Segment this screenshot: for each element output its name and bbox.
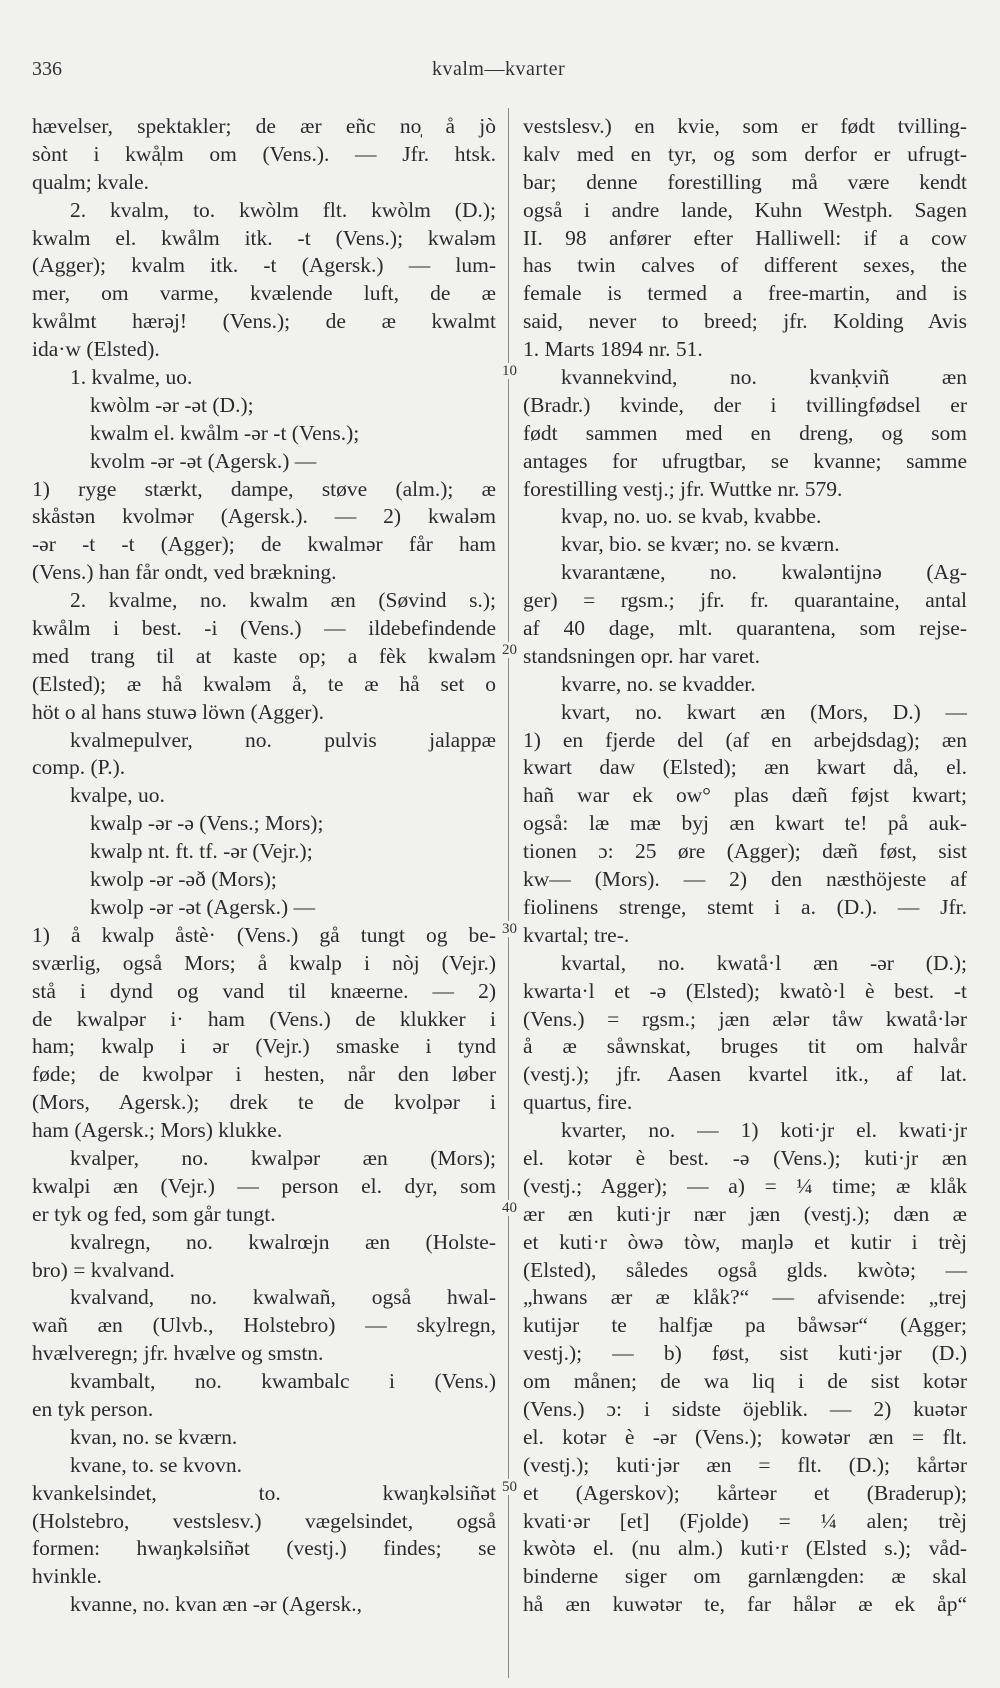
text-line: kvart, no. kwart æn (Mors, D.) — <box>561 699 967 724</box>
text-line: (vestj.); kuti·jər æn = flt. (D.); kårtər <box>523 1452 967 1477</box>
text-line: en tyk person. <box>32 1396 154 1421</box>
text-line: tionen ɔ: 25 øre (Agger); dæñ føst, sist <box>523 839 967 864</box>
text-line: kvambalt, no. kwambalc i (Vens.) <box>70 1369 496 1394</box>
text-line: kvanne, no. kvan æn -ər (Agersk., <box>70 1592 362 1617</box>
text-line: forestilling vestj.; jfr. Wuttke nr. 579. <box>523 476 843 501</box>
text-line: kwalp -ər -ə (Vens.; Mors); <box>90 811 324 836</box>
text-line: med trang til at kaste op; a fèk kwaləm <box>32 643 496 668</box>
text-line: wañ æn (Ulvb., Holstebro) — skylregn, <box>32 1313 496 1338</box>
line-number-20: 20 <box>502 642 517 658</box>
text-line: af 40 dage, mlt. quarantena, som rejse- <box>523 616 967 641</box>
text-line: female is termed a free-martin, and is <box>523 281 967 306</box>
text-line: kutijər te halfjæ pa båwsər“ (Agger; <box>523 1313 967 1338</box>
text-line: binderne siger om garnlængden: æ skal <box>523 1564 967 1589</box>
line-number-30: 30 <box>502 921 517 937</box>
text-line: også i andre lande, Kuhn Westph. Sagen <box>523 197 967 222</box>
text-line: (Holstebro, vestslesv.) vægelsindet, også <box>32 1508 496 1533</box>
text-line: kvalregn, no. kwalrœjn æn (Holste- <box>70 1229 496 1254</box>
text-line: ger) = rgsm.; jfr. fr. quarantaine, antal <box>523 588 967 613</box>
text-line: kvane, to. se kvovn. <box>70 1452 242 1477</box>
text-line: 2. kvalme, no. kwalm æn (Søvind s.); <box>70 588 496 613</box>
text-line: (Elsted), således også glds. kwòtə; — <box>523 1257 967 1282</box>
text-line: höt o al hans stuwə löwn (Agger). <box>32 699 324 724</box>
text-line: el. kotər è -ər (Vens.); kowətər æn = flt. <box>523 1424 967 1449</box>
text-line: kvarre, no. se kvadder. <box>561 671 756 696</box>
text-line: skåstən kvolmər (Agersk.). — 2) kwaləm <box>32 504 496 529</box>
text-line: kwalpi æn (Vejr.) — person el. dyr, som <box>32 1173 496 1198</box>
text-line: sònt i kwå̩lm om (Vens.). — Jfr. htsk. <box>32 141 496 166</box>
running-head: kvalm—kvarter <box>432 58 566 80</box>
text-line: 2. kvalm, to. kwòlm flt. kwòlm (D.); <box>70 197 496 222</box>
text-line: kwolp -ər -əð (Mors); <box>90 867 277 892</box>
text-line: hå æn kuwətər te, far hålər æ ek åp“ <box>523 1592 967 1617</box>
text-line: bar; denne forestilling må være kendt <box>523 169 967 194</box>
text-line: kvalvand, no. kwalwañ, også hwal- <box>70 1285 496 1310</box>
text-line: fiolinens strenge, stemt i a. (D.). — Jfr. <box>523 894 967 919</box>
text-line: hævelser, spektakler; de ær eñc no̩ å jò <box>32 114 496 138</box>
text-line: kvarantæne, no. kwaləntijnə (Ag- <box>561 560 967 585</box>
text-line: kvartal, no. kwatå·l æn -ər (D.); <box>561 950 967 975</box>
text-line: kvalmepulver, no. pulvis jalappæ <box>70 727 496 752</box>
text-line: (Vens.) han får ondt, ved brækning. <box>32 560 337 585</box>
text-line: (vestj.; Agger); — a) = ¼ time; æ klåk <box>523 1173 967 1198</box>
text-line: kvankelsindet, to. kwaŋkəlsiñət <box>32 1480 496 1505</box>
text-line: 1) en fjerde del (af en arbejdsdag); æn <box>523 727 967 752</box>
text-line: hañ war ek ow° plas dæñ føjst kwart; <box>523 783 967 808</box>
text-line: said, never to breed; jfr. Kolding Avis <box>523 309 967 334</box>
text-line: has twin calves of different sexes, the <box>523 253 967 278</box>
text-line: kvolm -ər -ət (Agersk.) — <box>90 448 317 473</box>
text-line: ham; kwalp i ər (Vejr.) smaske i tynd <box>32 1034 496 1059</box>
right-column <box>523 113 967 1619</box>
text-line: et (Agerskov); kårteər et (Braderup); <box>523 1480 967 1505</box>
text-line: kwalm el. kwålm itk. -t (Vens.); kwaləm <box>32 225 496 250</box>
text-line: „hwans ær æ klåk?“ — afvisende: „trej <box>523 1285 967 1310</box>
text-line: kvati·ər [et] (Fjolde) = ¼ alen; trèj <box>523 1508 967 1533</box>
text-line: kvarter, no. — 1) koti·jr el. kwati·jr <box>561 1118 967 1143</box>
text-line: de kwalpər i· ham (Vens.) de klukker i <box>32 1006 496 1031</box>
text-line: kwòlm -ər -ət (D.); <box>90 392 254 417</box>
text-line: kvannekvind, no. kvanḳviñ æn <box>561 365 967 390</box>
text-line: kwarta·l et -ə (Elsted); kwatò·l è best. -t <box>523 978 967 1003</box>
text-line: (Elsted); æ hå kwaləm å, te æ hå set o <box>32 671 496 696</box>
text-line: vestslesv.) en kvie, som er født tvilling- <box>523 114 967 138</box>
text-line: hvinkle. <box>32 1564 102 1589</box>
text-line: et kuti·r òwə tòw, maŋlə et kutir i trèj <box>523 1229 967 1254</box>
text-line: kwòtə el. (nu alm.) kuti·r (Elsted s.); våd- <box>523 1536 967 1561</box>
text-line: (Mors, Agersk.); drek te de kvolpər i <box>32 1090 496 1115</box>
text-line: kwart daw (Elsted); æn kwart då, el. <box>523 755 967 780</box>
text-line: qualm; kvale. <box>32 169 150 194</box>
text-line: ida·w (Elsted). <box>32 337 160 362</box>
left-column <box>32 113 496 1619</box>
text-line: II. 98 anfører efter Halliwell: if a cow <box>523 225 967 250</box>
column-divider <box>508 108 509 1678</box>
text-line: kvap, no. uo. se kvab, kvabbe. <box>561 504 822 529</box>
text-line: -ər -t -t (Agger); de kwalmər får ham <box>32 532 496 557</box>
text-line: kvar, bio. se kvær; no. se kværn. <box>561 532 840 557</box>
text-line: føde; de kwolpər i hesten, når den løber <box>32 1062 496 1087</box>
text-line: ær æn kuti·jr nær jæn (vestj.); dæn æ <box>523 1201 967 1226</box>
text-line: født sammen med en dreng, og som <box>523 420 967 445</box>
text-line: hvælveregn; jfr. hvælve og smstn. <box>32 1341 324 1366</box>
text-line: er tyk og fed, som går tungt. <box>32 1201 276 1226</box>
text-line: (Agger); kvalm itk. -t (Agersk.) — lum- <box>32 253 496 278</box>
text-line: om månen; de wa liq i de sist kotər <box>523 1369 967 1394</box>
text-line: 1) å kwalp åstè· (Vens.) gå tungt og be- <box>32 922 496 947</box>
text-line: kvartal; tre-. <box>523 922 630 947</box>
text-line: kw— (Mors). — 2) den næsthöjeste af <box>523 867 967 892</box>
text-line: antages for ufrugtbar, se kvanne; samme <box>523 448 967 473</box>
text-line: 1) ryge stærkt, dampe, støve (alm.); æ <box>32 476 496 501</box>
text-line: kvalpe, uo. <box>70 783 165 808</box>
text-line: quartus, fire. <box>523 1090 633 1115</box>
text-line: kwålmt hærə̩j! (Vens.); de æ kwalmt <box>32 309 496 334</box>
text-line: kvan, no. se kværn. <box>70 1424 238 1449</box>
text-line: kvalper, no. kwalpər æn (Mors); <box>70 1145 496 1170</box>
text-line: vestj.); — b) føst, sist kuti·jər (D.) <box>523 1341 967 1366</box>
line-number-40: 40 <box>502 1200 517 1216</box>
text-line: bro) = kvalvand. <box>32 1257 175 1282</box>
text-line: kwolp -ər -ət (Agersk.) — <box>90 894 316 919</box>
text-line: kalv med en tyr, og som derfor er ufrugt- <box>523 141 967 166</box>
text-line: kwalp nt. ft. tf. -ər (Vejr.); <box>90 839 313 864</box>
text-line: formen: hwaŋkəlsiñət (vestj.) findes; se <box>32 1536 496 1561</box>
text-line: el. kotər è best. -ə (Vens.); kuti·jr æn <box>523 1145 967 1170</box>
page-number: 336 <box>32 58 62 80</box>
text-line: (Bradr.) kvinde, der i tvillingfødsel er <box>523 392 967 417</box>
text-line: kwålm i best. -i (Vens.) — ildebefindende <box>32 616 496 641</box>
line-number-50: 50 <box>502 1479 517 1495</box>
text-line: 1. kvalme, uo. <box>70 365 193 390</box>
page-header <box>32 58 582 92</box>
text-line: comp. (P.). <box>32 755 126 780</box>
text-line: kwalm el. kwålm -ər -t (Vens.); <box>90 420 360 445</box>
text-line: å æ såwnskat, bruges tit om halvår <box>523 1034 967 1059</box>
text-line: ham (Agersk.; Mors) klukke. <box>32 1118 283 1143</box>
text-line: (Vens.) = rgsm.; jæn ælər tåw kwatå·lər <box>523 1006 967 1031</box>
text-line: (Vens.) ɔ: i sidste öjeblik. — 2) kuətər <box>523 1396 967 1421</box>
text-line: mer, om varme, kvælende luft, de æ <box>32 281 496 306</box>
text-line: (vestj.); jfr. Aasen kvartel itk., af lat. <box>523 1062 967 1087</box>
text-line: 1. Marts 1894 nr. 51. <box>523 337 703 362</box>
line-number-10: 10 <box>502 363 517 379</box>
text-line: sværlig, også Mors; å kwalp i nòj (Vejr.) <box>32 950 496 975</box>
text-line: standsningen opr. har varet. <box>523 643 761 668</box>
text-line: også: læ mæ byj æn kwart te! på auk- <box>523 811 967 836</box>
text-line: stå i dynd og vand til knæerne. — 2) <box>32 978 496 1003</box>
